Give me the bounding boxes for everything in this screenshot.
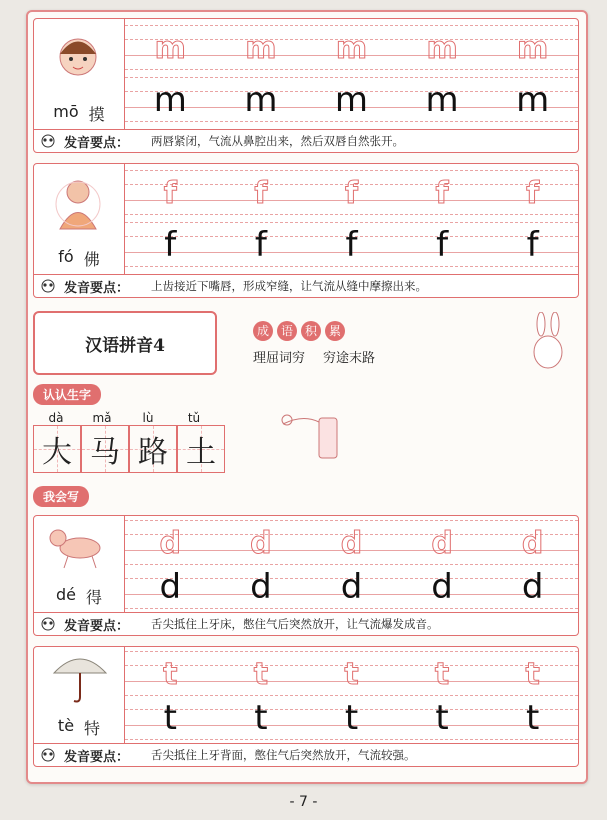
idiom-chip: 累 [325, 321, 345, 341]
model-letter: m [244, 80, 278, 120]
trace-letter: t [163, 656, 178, 692]
pronunciation-tip [34, 129, 578, 152]
picture-cell [34, 647, 125, 743]
panda-icon [40, 748, 56, 762]
trace-letter: f [163, 175, 177, 211]
picture-cell [34, 19, 125, 129]
trace-letter: f [526, 175, 540, 211]
idiom-section [253, 321, 375, 366]
char-pinyin: tǔ [187, 411, 201, 425]
pronunciation-tip [34, 274, 578, 297]
model-letter: d [159, 567, 182, 607]
character: 大 [42, 435, 72, 470]
pinyin: fó [58, 247, 74, 266]
tip-text: 上齿接近下嘴唇，形成窄缝，让气流从缝中摩擦出来。 [151, 279, 428, 293]
tip-label: 发音要点： [64, 280, 130, 296]
lesson-title: 汉语拼音4 [33, 311, 217, 375]
char-cell [81, 425, 129, 473]
trace-letter: f [344, 175, 359, 211]
trace-letter: d [250, 525, 272, 561]
rabbit-icon [523, 312, 573, 372]
pinyin: mō [53, 102, 79, 121]
letter-block-t [33, 646, 579, 767]
writing-lines [125, 647, 578, 743]
model-letter: t [163, 698, 177, 738]
letter-block-d [33, 515, 579, 636]
model-letter: t [526, 698, 540, 738]
model-letter: m [516, 80, 550, 120]
model-letter: d [431, 567, 453, 607]
tip-label: 发音要点： [64, 618, 130, 634]
char-pinyin: dà [48, 411, 64, 425]
page-number: - 7 - [289, 794, 318, 810]
hanzi: 得 [85, 588, 102, 607]
model-letter: t [435, 698, 449, 738]
trace-letter: d [159, 525, 182, 561]
picture-cell [34, 516, 125, 612]
lesson-header [33, 308, 579, 378]
idiom-chip: 成 [253, 321, 273, 341]
model-letter: d [521, 567, 544, 607]
writing-lines [125, 516, 578, 612]
letter-block-f [33, 163, 579, 298]
model-letter: d [250, 567, 272, 607]
write-pill: 我会写 [33, 486, 89, 507]
character: 路 [138, 435, 168, 470]
tip-text: 两唇紧闭，气流从鼻腔出来，然后双唇自然张开。 [151, 134, 405, 148]
picture-cell [34, 164, 125, 274]
spray-can-icon [273, 404, 353, 464]
char-pinyin: mǎ [92, 411, 112, 425]
tip-label: 发音要点： [64, 749, 130, 765]
umbrella-icon [50, 651, 110, 705]
hanzi: 特 [84, 719, 101, 738]
trace-letter: t [344, 656, 359, 692]
trace-letter: t [434, 656, 450, 692]
idiom-chip: 积 [301, 321, 321, 341]
pronunciation-tip [34, 612, 578, 635]
model-letter: m [334, 80, 369, 120]
model-letter: t [254, 698, 268, 738]
worksheet [33, 18, 579, 777]
char-pinyin: lù [142, 411, 154, 425]
model-letter: m [425, 80, 459, 120]
writing-lines [125, 19, 578, 129]
panda-icon [40, 134, 56, 148]
char-cell [177, 425, 225, 473]
idiom-chip: 语 [277, 321, 297, 341]
model-letter: m [153, 80, 187, 120]
model-letter: f [164, 225, 177, 265]
idiom-phrase: 穷途末路 [323, 350, 376, 366]
trace-letter: m [335, 30, 368, 66]
letter-block-m [33, 18, 579, 153]
hanzi: 摸 [88, 105, 105, 124]
recognize-section [33, 384, 579, 484]
tip-text: 舌尖抵住上牙背面，憋住气后突然放开，气流较强。 [151, 748, 416, 762]
idiom-phrase: 理屈词穷 [253, 350, 306, 366]
model-letter: t [344, 698, 359, 738]
trace-letter: t [525, 656, 540, 692]
writing-lines [125, 164, 578, 274]
model-letter: f [526, 225, 539, 265]
pinyin: tè [57, 716, 75, 735]
char-cell [33, 425, 81, 473]
tip-label: 发音要点： [64, 135, 130, 151]
hanzi: 佛 [83, 250, 100, 269]
tip-text: 舌尖抵住上牙床，憋住气后突然放开，让气流爆发成音。 [151, 617, 439, 631]
char-cell [129, 425, 177, 473]
girl-icon [48, 29, 108, 89]
pronunciation-tip [34, 743, 578, 766]
buddha-icon [48, 174, 108, 234]
trace-letter: m [426, 30, 458, 66]
model-letter: f [436, 225, 449, 265]
model-letter: f [345, 225, 358, 265]
model-letter: d [340, 567, 363, 607]
trace-letter: f [254, 175, 268, 211]
horse-icon [44, 522, 114, 572]
pinyin: dé [55, 585, 76, 604]
panda-icon [40, 279, 56, 293]
trace-letter: d [431, 525, 453, 561]
trace-letter: f [435, 175, 449, 211]
recognize-pill: 认认生字 [33, 384, 101, 405]
trace-letter: m [517, 30, 549, 66]
panda-icon [40, 617, 56, 631]
trace-letter: m [245, 30, 277, 66]
trace-letter: t [253, 656, 269, 692]
trace-letter: d [340, 525, 363, 561]
model-letter: f [254, 225, 267, 265]
trace-letter: d [521, 525, 544, 561]
trace-letter: m [154, 30, 186, 66]
character: 马 [90, 435, 120, 470]
character: 土 [186, 435, 216, 470]
